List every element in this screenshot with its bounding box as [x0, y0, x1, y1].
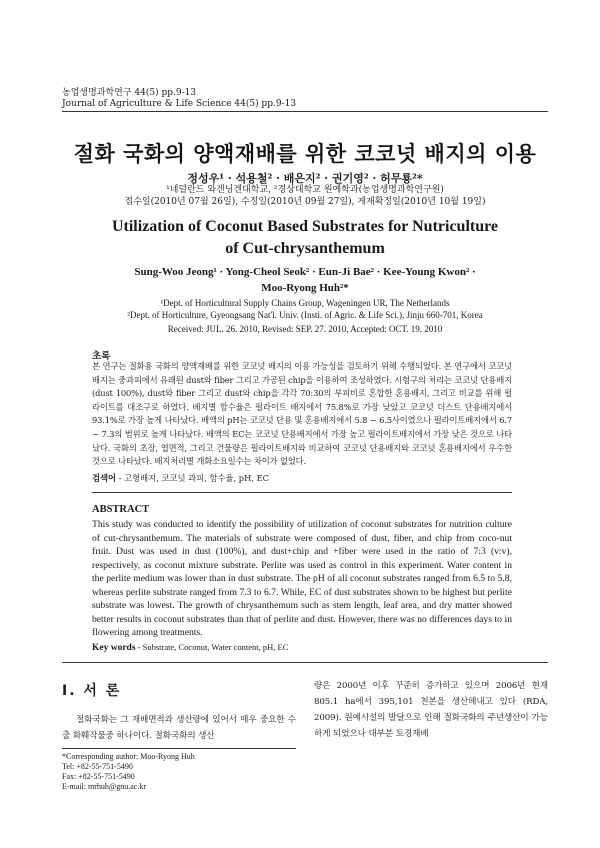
section-heading-intro: Ⅰ. 서 론: [62, 683, 122, 699]
journal-name-kr: 농업생명과학연구 44(5) pp.9-13: [62, 88, 197, 98]
journal-header: [62, 88, 548, 110]
keywords-en-label: Key words: [92, 643, 136, 653]
abstract-en-heading: ABSTRACT: [92, 504, 150, 515]
dates-kr: 접수일(2010년 07월 26일), 수정일(2010년 09월 27일), 게재확정일(2010년 10월 19일): [124, 197, 486, 207]
title-en-line2: of Cut-chrysanthemum: [225, 240, 385, 257]
footnote-divider: [62, 748, 296, 749]
footnote-email: E-mail: mrhuh@gnu.ac.kr: [62, 782, 147, 791]
affiliation-en-1: ¹Dept. of Horticultural Supply Chains Group, Wageningen UR, The Netherlands: [160, 298, 450, 308]
footnote-tel: Tel: +82-55-751-5490: [62, 762, 133, 771]
affiliation-en-2: ²Dept. of Horticulture, Gyeongsang Nat'l. Univ. (Insti. of Agric. & Life Sci.), Jinju 660-701, Korea: [127, 309, 483, 320]
intro-left-column: 절화국화는 그 재배면적과 생산량에 있어서 매우 중요한 수출 화훼작물중 하나이다. 절화국화의 생산: [62, 715, 296, 741]
authors-en: [62, 264, 548, 296]
affiliation-en: [62, 298, 548, 321]
footnote: [62, 752, 302, 792]
title-en-line1: Utilization of Coconut Based Substrates for Nutriculture: [111, 218, 499, 235]
abstract-divider: [92, 492, 512, 493]
affiliation-kr: ¹네덜란드 와겐닝겐대학교, ²경상대학교 원예학과(농업생명과학연구원): [166, 185, 444, 195]
intro-right-column: 량은 2000년 이후 꾸준히 증가하고 있으며 2006년 현재 805.1 ha에서 395,101 천본을 생산해내고 있다 (RDA, 2009). 원예시설의 발달으로 인해 절화국화의 주년생산이 가능하게 되었으나 대부분 토경재배: [314, 681, 548, 739]
keywords-kr-values: - 고형배지, 코코넛 과피, 함수율, pH, EC: [118, 473, 269, 483]
dates-en: Received: JUL. 26. 2010, Revised: SEP. 27. 2010, Accepted: OCT. 19. 2010: [167, 324, 443, 334]
authors-en-line2: Moo-Ryong Huh²*: [261, 282, 349, 294]
authors-kr: 정성우¹ · 석용철² · 배은지² · 권기영² · 허무룡²*: [187, 172, 423, 185]
footnote-fax: Fax: +82-55-751-5490: [62, 772, 135, 781]
footnote-corresponding: *Corresponding author: Moo-Ryong Huh: [62, 752, 195, 761]
keywords-en-values: - Substrate, Coconut, Water content, pH, EC: [137, 642, 289, 652]
header-divider: [62, 111, 548, 112]
body-divider: [62, 662, 548, 663]
paper-title-kr: 절화 국화의 양액재배를 위한 코코넛 배지의 이용: [73, 142, 537, 166]
abstract-kr-heading: 초록: [92, 351, 111, 362]
keywords-kr-label: 검색어: [92, 473, 117, 483]
paper-title-en: [62, 216, 548, 260]
abstract-en-text: This study was conducted to identify the possibility of utilization of coconut substrates for nutrition culture of cut-chrysanthemum. The materials of substrate were composed of dust, fiber, and chip from coco-nut fruit. Dust was used in dust (100%), and dust+chip and +fiber were used in the ratio of 7:3 (v:v), respectively, as coconut mixture substrate. Perlite was used as control in this experiment. Water content in the perlite medium was lower than in dust substrate. The pH of all coconut substrates ranged from 6.5 to 5.8, whereas perlite substrate ranged from 7.3 to 6.7. While, EC of dust substrates shown to be highest but perlite substrate was lowest. The growth of chrysanthemum such as stem length, leaf area, and dry matter showed better results in coconut substrates than that of perlite and dust. However, there was no differences days to in flowering among treatments.: [92, 519, 512, 638]
keywords-en: [92, 642, 512, 653]
journal-name-en: Journal of Agriculture & Life Science 44(5) pp.9-13: [62, 99, 297, 109]
authors-en-line1: Sung-Woo Jeong¹ · Yong-Cheol Seok² · Eun-Ji Bae² · Kee-Young Kwon² ·: [134, 266, 476, 278]
keywords-kr: [92, 472, 512, 484]
abstract-kr-text: 본 연구는 절화용 국화의 양액재배를 위한 코코넛 배지의 이용 가능성을 검토하기 위해 수행되었다. 본 연구에서 코코넛 배지는 중과피에서 유래된 dust와 fiber 그리고 가공된 chip을 이용하여 조성하였다. 시험구의 처리는 코코넛 단용배지 (dust 100%), dust와 fiber 그리고 dust와 chip을 각각 70:30의 부피비로 혼합한 혼용배지, 그리고 비교를 위해 펄라이트를 대조구로 하였다. 배지별 함수율은 펄라이트 배지에서 75.8%로 가장 낮았고 코코넛 더스트 단용배지에서 93.1%로 가장 높게 나타났다. 배액의 pH는 코코넛 단용 및 혼용배지에서 5.8 ~ 6.5사이였으나 펄라이트배지에서 6.7 ~ 7.3의 범위로 높게 나타났다. 배액의 EC는 코코넛 단용배지에서 가장 높고 펄라이트배지에서 가장 낮은 것으로 나타났다. 국화의 초장, 엽면적, 그리고 건물량은 펄라이트배지와 비교하여 코코넛 단용배지와 코코넛 혼용배지에서 우수한 것으로 나타났다. 배지처리별 개화소요일수는 차이가 없었다.: [92, 361, 512, 467]
